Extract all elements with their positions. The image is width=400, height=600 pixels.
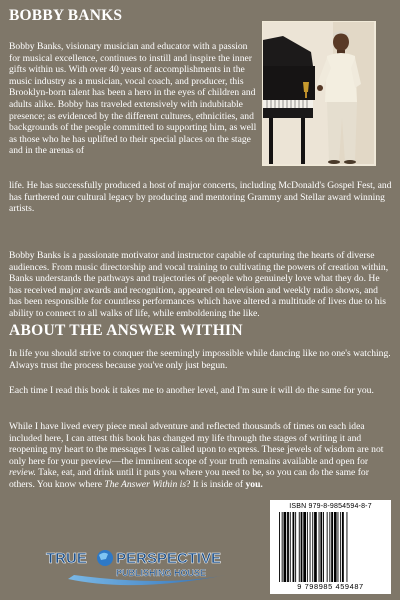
barcode-bar — [337, 512, 338, 582]
barcode-bar — [292, 512, 294, 582]
barcode-bar — [318, 512, 319, 582]
barcode-bar — [312, 512, 313, 582]
publisher-logo — [44, 545, 230, 589]
about-review-word: review. — [9, 467, 36, 479]
publisher-name-part-2: PERSPECTIVE — [116, 550, 222, 567]
barcode-bar — [340, 512, 341, 582]
barcode-bar — [333, 512, 336, 582]
barcode-bar — [329, 512, 330, 582]
barcode-bar — [281, 512, 282, 582]
barcode-bar — [287, 512, 289, 582]
author-heading: BOBBY BANKS — [9, 7, 123, 24]
about-text-b: Take, eat, and drink until it puts you where you need to be, so you can do the same for others. You know where — [9, 467, 369, 490]
book-title-inline: The Answer Within is — [104, 478, 187, 490]
isbn-barcode — [270, 500, 391, 594]
barcode-bar — [320, 512, 322, 582]
barcode-number: 9 798985 459487 — [297, 582, 364, 591]
barcode-bar — [283, 512, 286, 582]
barcode-bar — [303, 512, 306, 582]
author-photo — [262, 21, 376, 166]
barcode-bar — [295, 512, 296, 582]
about-paragraph-3 — [9, 421, 393, 491]
barcode-bar — [323, 512, 324, 582]
bio-paragraph-1: Bobby Banks, visionary musician and educator with a passion for musical excellence, continues to instill and inspire the inner gifts within us. With over 40 years of accomplishments in the music industry as a musician, vocal coach, and producer, this Brooklyn-born talent has been a hero in the eyes of children and adults alike. Bobby has traveled extensively with indubitable presence; as evidenced by the different cultures, ethnicities, and backgrounds of the people committed to supporting him, as well as those who he has uplifted to their special places on the stage and in the arenas of — [9, 41, 257, 157]
author-photo-illustration — [263, 22, 374, 164]
bio-paragraph-1-continued: life. He has successfully produced a host of major concerts, including McDonald's Gospel Fest, and has furthered our cultural legacy by producing and mentoring Grammy and Stellar award winning artists. — [9, 180, 392, 215]
about-text-a: While I have lived every piece meal adventure and reflected thousands of times on each idea included here, I can attest this book has changed my life through the stages of writing it and reopening my heart to the messages I was called upon to express. These jewels of wisdom are not only here for your preview—the imminent scope of your truth remains available and open for — [9, 421, 384, 467]
barcode-bar — [279, 512, 280, 582]
about-you-word: you. — [245, 478, 263, 490]
about-paragraph-1: In life you should strive to conquer the seemingly impossible while dancing like no one's watching. Always trust the process because you've only just begun. — [9, 348, 391, 371]
about-text-c: ? It is inside of — [186, 478, 246, 490]
barcode-bar — [300, 512, 302, 582]
about-paragraph-2: Each time I read this book it takes me to another level, and I'm sure it will do the same for you. — [9, 385, 374, 396]
barcode-bar — [309, 512, 310, 582]
publisher-name-part-1: TRUE — [46, 550, 87, 567]
barcode-bar — [289, 512, 290, 582]
barcode-bar — [326, 512, 327, 582]
barcode-bar — [342, 512, 344, 582]
barcode-bars — [277, 512, 385, 582]
barcode-bar — [306, 512, 307, 582]
barcode-bar — [298, 512, 299, 582]
barcode-bar — [346, 512, 347, 582]
publisher-name-line-2: PUBLISHING HOUSE — [116, 568, 207, 578]
about-heading: ABOUT THE ANSWER WITHIN — [9, 322, 243, 339]
barcode-bar — [331, 512, 333, 582]
barcode-bar — [314, 512, 317, 582]
bio-paragraph-2: Bobby Banks is a passionate motivator and instructor capable of capturing the hearts of diverse audiences. From music directorship and vocal training to cultivating the powers of creation within, Banks understands the pathways and trajectories of people who genuinely love what they do. He has received major awards and recognition, appeared on television and weekly radio shows, and has been responsible for countless performances which have altered a multitude of lives due to his ability to connect to all walks of life, while emboldening the like. — [9, 250, 389, 319]
isbn-label: ISBN 979-8-9854594-8-7 — [289, 503, 372, 510]
